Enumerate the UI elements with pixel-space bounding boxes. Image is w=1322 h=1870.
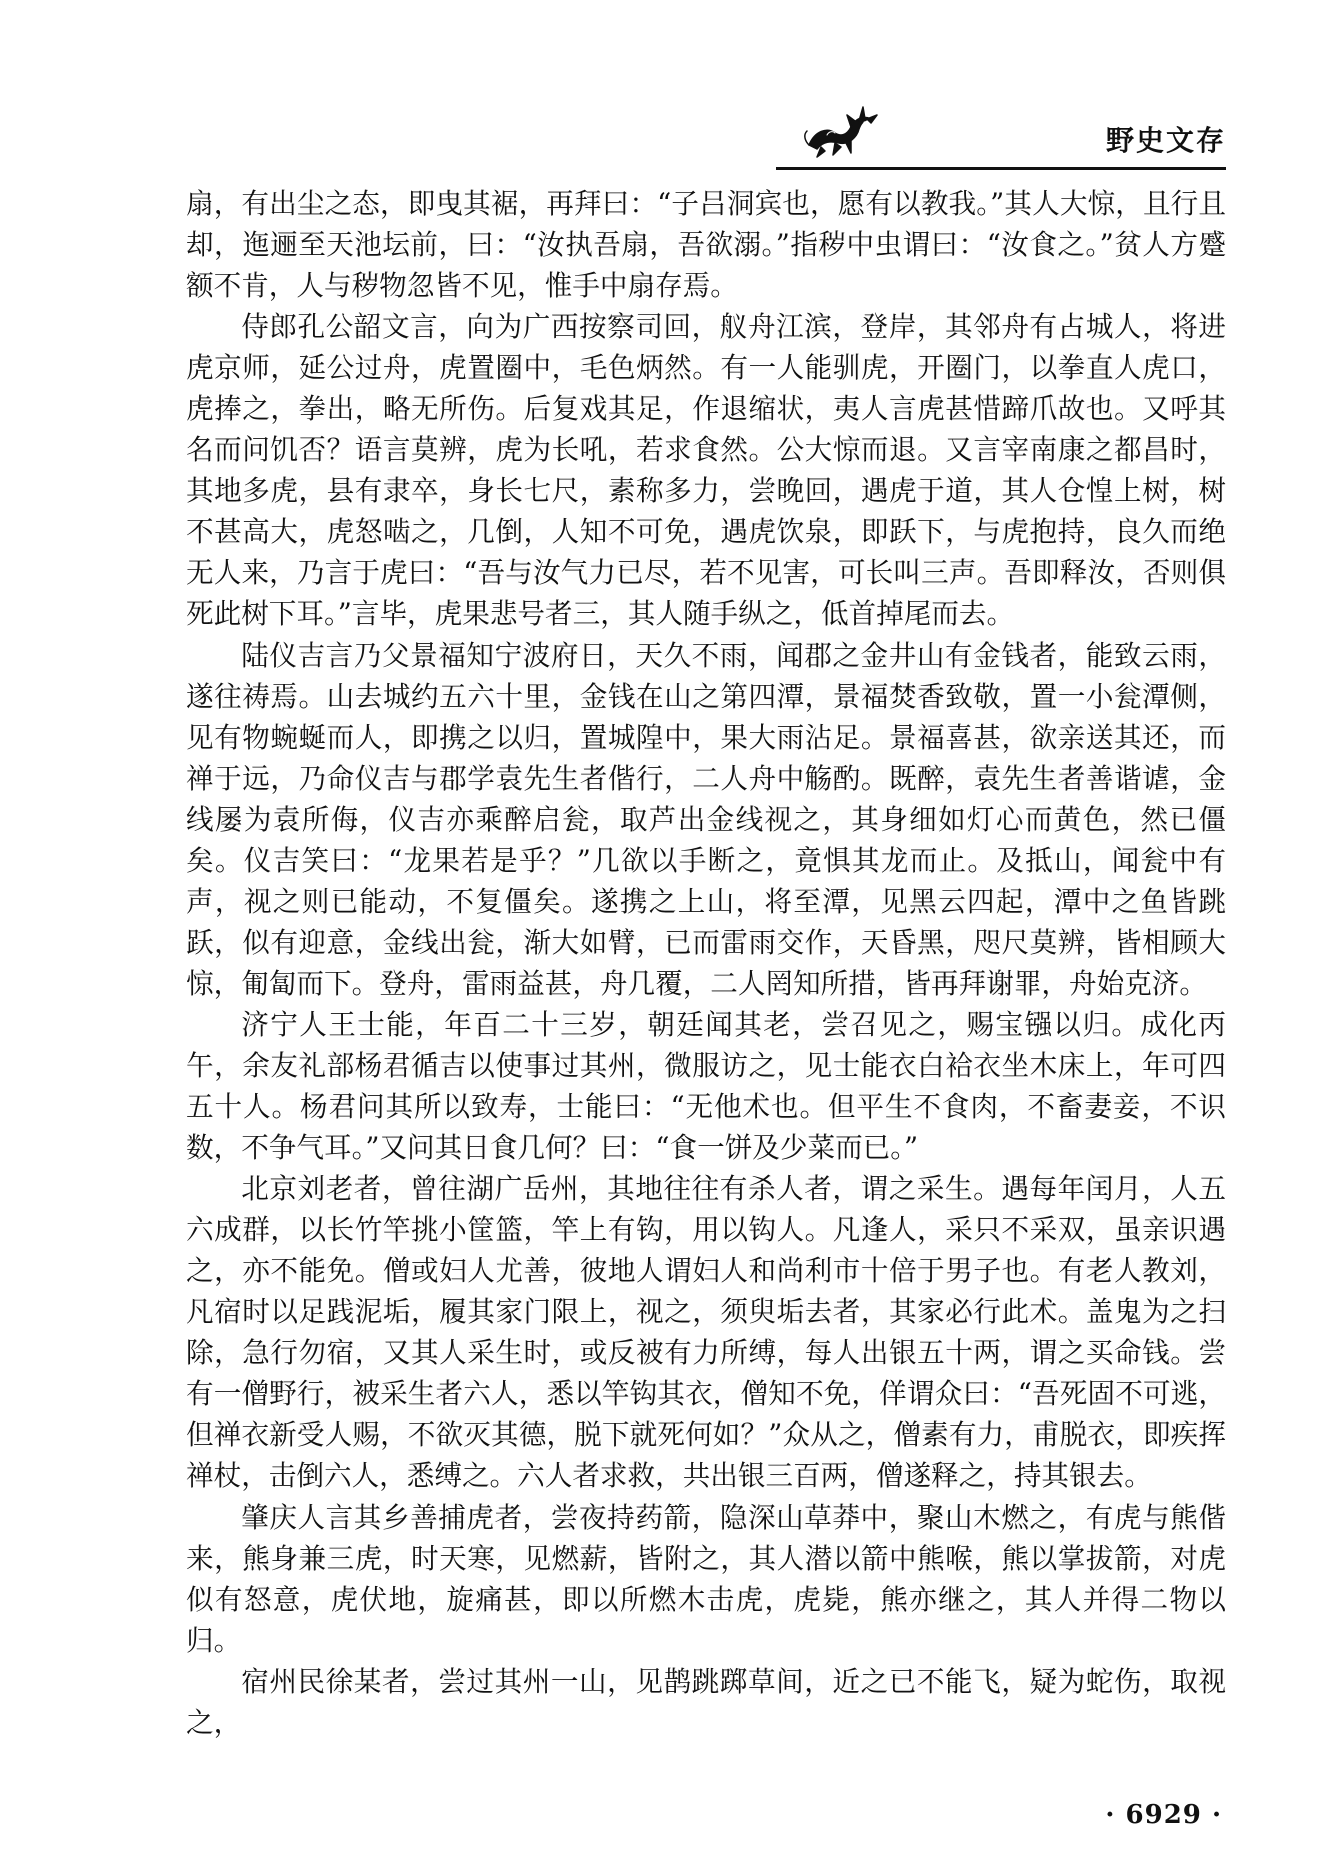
paragraph: 济宁人王士能，年百二十三岁，朝廷闻其老，尝召见之，赐宝镪以归。成化丙午，余友礼部杨君循吉以使事过其州，微服访之，见士能衣白袷衣坐木床上，年可四五十人。杨君问其所以致寿，士能曰：“无他术也。但平生不食肉，不畜妻妾，不识数，不争气耳。”又问其日食几何？曰：“食一饼及少菜而已。”	[186, 1007, 1226, 1165]
paragraph: 侍郎孔公韶文言，向为广西按察司回，舣舟江滨，登岸，其邻舟有占城人，将进虎京师，延公过舟，虎置圈中，毛色炳然。有一人能驯虎，开圈门，以拳直人虎口，虎捧之，拳出，略无所伤。后复戏其足，作退缩状，夷人言虎甚惜蹄爪故也。又呼其名而问饥否？语言莫辨，虎为长吼，若求食然。公大惊而退。又言宰南康之都昌时，其地多虎，县有隶卒，身长七尺，素称多力，尝晚回，遇虎于道，其人仓惶上树，树不甚高大，虎怒啮之，几倒，人知不可免，遇虎饮泉，即跃下，与虎抱持，良久而绝无人来，乃言于虎曰：“吾与汝气力已尽，若不见害，可长叫三声。吾即释汝，否则俱死此树下耳。”言毕，虎果悲号者三，其人随手纵之，低首掉尾而去。	[186, 310, 1226, 631]
paragraph: 扇，有出尘之态，即曳其裾，再拜曰：“子吕洞宾也，愿有以教我。”其人大惊，且行且却，迤逦至天池坛前，曰：“汝执吾扇，吾欲溺。”指秽中虫谓曰：“汝食之。”贫人方蹙额不肯，人与秽物忽皆不见，惟手中扇存焉。	[186, 187, 1226, 303]
paragraph: 肇庆人言其乡善捕虎者，尝夜持药箭，隐深山草莽中，聚山木燃之，有虎与熊偕来，熊身兼三虎，时天寒，见燃薪，皆附之，其人潜以箭中熊喉，熊以掌拔箭，对虎似有怒意，虎伏地，旋痛甚，即以所燃木击虎，虎毙，熊亦继之，其人并得二物以归。	[186, 1500, 1226, 1657]
body-text	[186, 183, 1226, 1743]
dragon-icon	[801, 101, 881, 161]
running-header-title: 野史文存	[1105, 124, 1226, 157]
page-number: · 6929 ·	[1105, 1800, 1222, 1830]
paragraph: 北京刘老者，曾往湖广岳州，其地往往有杀人者，谓之采生。遇每年闰月，人五六成群，以长竹竿挑小筐篮，竿上有钩，用以钩人。凡逢人，采只不采双，虽亲识遇之，亦不能免。僧或妇人尤善，彼地人谓妇人和尚利市十倍于男子也。有老人教刘，凡宿时以足践泥垢，履其家门限上，视之，须臾垢去者，其家必行此术。盖鬼为之扫除，急行勿宿，又其人采生时，或反被有力所缚，每人出银五十两，谓之买命钱。尝有一僧野行，被采生者六人，悉以竿钩其衣，僧知不免，佯谓众曰：“吾死固不可逃，但禅衣新受人赐，不欲灭其德，脱下就死何如？”众从之，僧素有力，甫脱衣，即疾挥禅杖，击倒六人，悉缚之。六人者求救，共出银三百两，僧遂释之，持其银去。	[186, 1172, 1226, 1493]
paragraph: 宿州民徐某者，尝过其州一山，见鹊跳踯草间，近之已不能飞，疑为蛇伤，取视之，	[186, 1664, 1226, 1739]
paragraph: 陆仪吉言乃父景福知宁波府日，天久不雨，闻郡之金井山有金钱者，能致云雨，遂往祷焉。山去城约五六十里，金钱在山之第四潭，景福焚香致敬，置一小瓮潭侧，见有物蜿蜒而人，即携之以归，置城隍中，果大雨沾足。景福喜甚，欲亲送其还，而禅于远，乃命仪吉与郡学袁先生者偕行，二人舟中觞酌。既醉，袁先生者善谐谑，金线屡为袁所侮，仪吉亦乘醉启瓮，取芦出金线视之，其身细如灯心而黄色，然已僵矣。仪吉笑曰：“龙果若是乎？”几欲以手断之，竟惧其龙而止。及抵山，闻瓮中有声，视之则已能动，不复僵矣。遂携之上山，将至潭，见黑云四起，潭中之鱼皆跳跃，似有迎意，金线出瓮，渐大如臂，已而雷雨交作，天昏黑，咫尺莫辨，皆相顾大惊，匍匐而下。登舟，雷雨益甚，舟几覆，二人罔知所措，皆再拜谢罪，舟始克济。	[186, 638, 1226, 1000]
page-header	[186, 95, 1226, 175]
header-rule	[776, 167, 1226, 170]
